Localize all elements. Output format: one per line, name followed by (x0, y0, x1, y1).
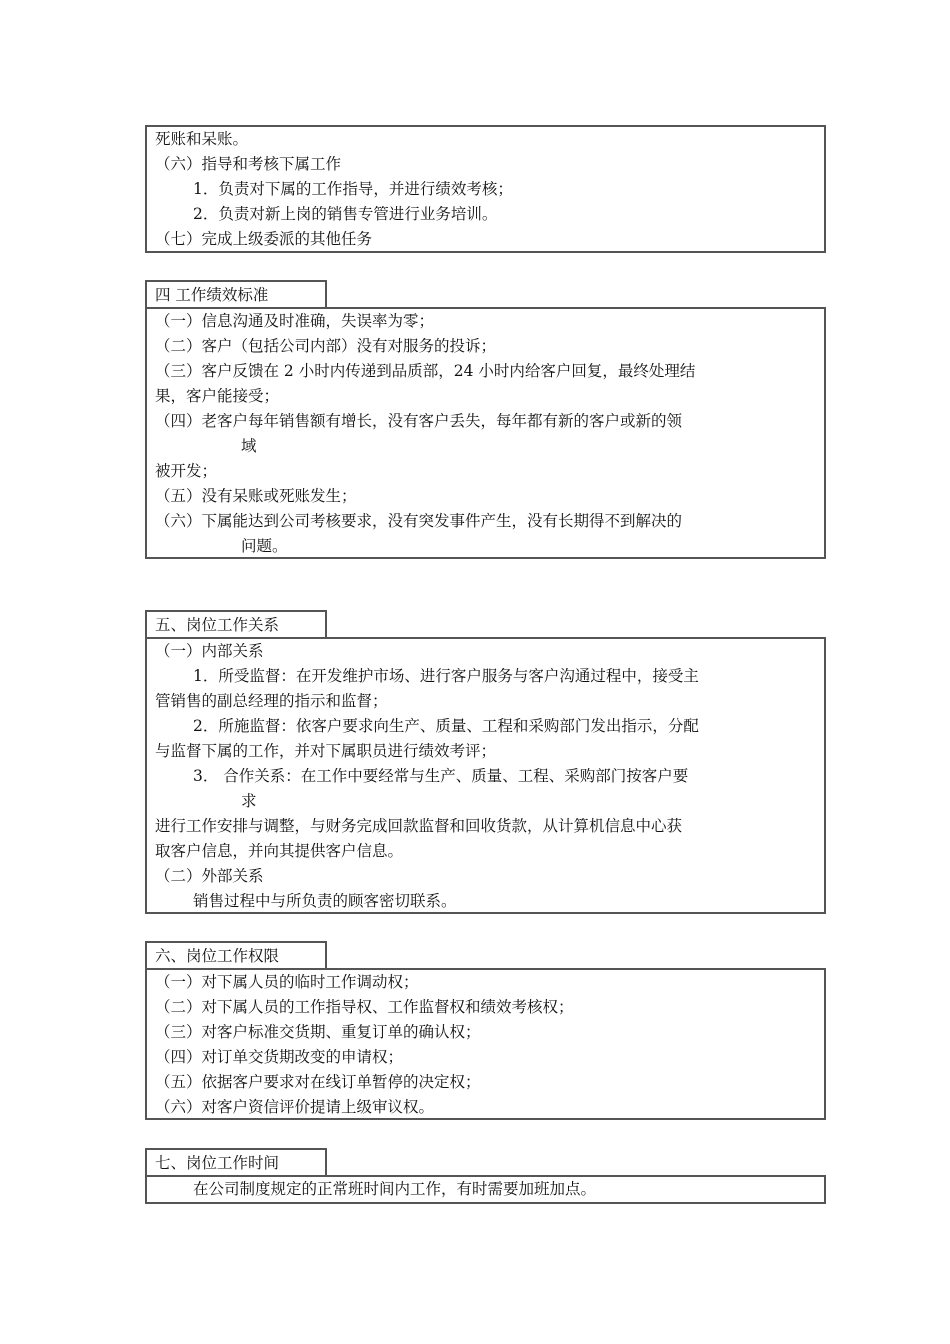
text-line: 与监督下属的工作，并对下属职员进行绩效考评； (155, 742, 497, 760)
text-line: 3． 合作关系：在工作中要经常与生产、质量、工程、采购部门按客户要 (193, 767, 689, 785)
text-line: （五）没有呆账或死账发生； (155, 487, 357, 505)
text-line: 1．所受监督：在开发维护市场、进行客户服务与客户沟通过程中，接受主 (193, 667, 699, 685)
text-line: 求 (241, 792, 257, 810)
section-continued-box (145, 125, 826, 253)
text-line: （二）对下属人员的工作指导权、工作监督权和绩效考核权； (155, 998, 574, 1016)
section7-title: 七、岗位工作时间 (145, 1148, 327, 1176)
section6-title: 六、岗位工作权限 (145, 941, 327, 969)
text-line: （二）外部关系 (155, 867, 264, 885)
text-line: （三）对客户标准交货期、重复订单的确认权； (155, 1023, 481, 1041)
text-line: 被开发； (155, 462, 218, 480)
text-line: 取客户信息，并向其提供客户信息。 (155, 842, 404, 860)
text-line: 在公司制度规定的正常班时间内工作，有时需要加班加点。 (193, 1180, 597, 1198)
text-line: 2．所施监督：依客户要求向生产、质量、工程和采购部门发出指示，分配 (193, 717, 699, 735)
text-line: （一）信息沟通及时准确，失误率为零； (155, 312, 435, 330)
text-line: （七）完成上级委派的其他任务 (155, 230, 373, 248)
section5-title: 五、岗位工作关系 (145, 610, 327, 638)
text-line: 死账和呆账。 (155, 130, 249, 148)
text-line: 管销售的副总经理的指示和监督； (155, 692, 388, 710)
section7-box (145, 1175, 826, 1204)
text-line: 果，客户能接受； (155, 387, 280, 405)
text-line: 2．负责对新上岗的销售专管进行业务培训。 (193, 205, 498, 223)
section6-box (145, 968, 826, 1120)
text-line: 域 (241, 437, 257, 455)
section4-title: 四 工作绩效标准 (145, 280, 327, 308)
text-line: （一）内部关系 (155, 642, 264, 660)
text-line: （四）对订单交货期改变的申请权； (155, 1048, 404, 1066)
text-line: （六）对客户资信评价提请上级审议权。 (155, 1098, 435, 1116)
section5-box (145, 637, 826, 914)
text-line: 销售过程中与所负责的顾客密切联系。 (193, 892, 457, 910)
section4-box (145, 307, 826, 559)
text-line: （四）老客户每年销售额有增长，没有客户丢失，每年都有新的客户或新的领 (155, 412, 683, 430)
text-line: （二）客户（包括公司内部）没有对服务的投诉； (155, 337, 497, 355)
text-line: （五）依据客户要求对在线订单暂停的决定权； (155, 1073, 481, 1091)
text-line: 进行工作安排与调整，与财务完成回款监督和回收货款，从计算机信息中心获 (155, 817, 683, 835)
text-line: （六）下属能达到公司考核要求，没有突发事件产生，没有长期得不到解决的 (155, 512, 683, 530)
text-line: （六）指导和考核下属工作 (155, 155, 342, 173)
text-line: （一）对下属人员的临时工作调动权； (155, 973, 419, 991)
text-line: 问题。 (241, 537, 288, 555)
text-line: （三）客户反馈在 2 小时内传递到品质部，24 小时内给客户回复，最终处理结 (155, 362, 696, 380)
text-line: 1．负责对下属的工作指导，并进行绩效考核； (193, 180, 513, 198)
